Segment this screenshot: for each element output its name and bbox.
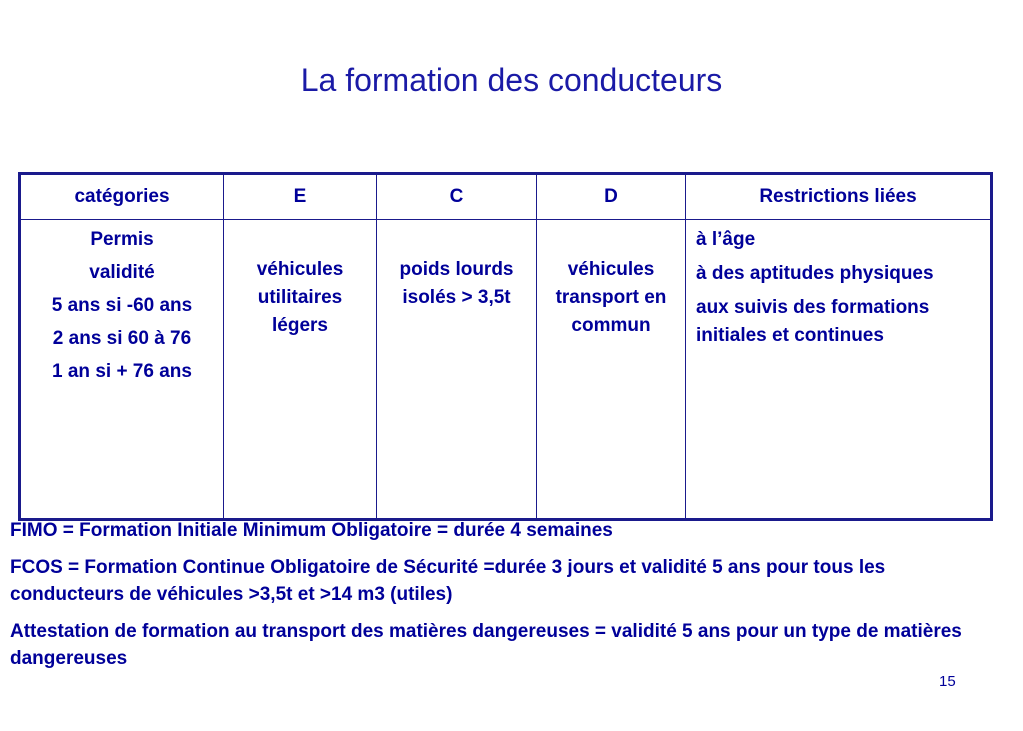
header-restrictions: Restrictions liées <box>686 174 992 220</box>
restriction-item: à l’âge <box>696 229 756 250</box>
table-row <box>20 220 992 520</box>
cell-c <box>377 220 537 520</box>
header-d: D <box>537 174 686 220</box>
note-adr: Attestation de formation au transport des matières dangereuses = validité 5 ans pour un type de matières dangereuses <box>10 621 962 669</box>
categories-line: 1 an si + 76 ans <box>52 361 192 382</box>
header-c: C <box>377 174 537 220</box>
header-categories: catégories <box>20 174 224 220</box>
cell-e-text: véhicules utilitaires légers <box>256 259 344 336</box>
slide-title: La formation des conducteurs <box>300 62 723 98</box>
cell-restrictions <box>686 220 992 520</box>
table-header-row <box>20 174 992 220</box>
cell-c-text: poids lourds isolés > 3,5t <box>399 259 514 308</box>
license-table <box>18 172 993 521</box>
categories-line: validité <box>89 262 155 283</box>
categories-line: 2 ans si 60 à 76 <box>52 328 192 349</box>
restriction-item: aux suivis des formations initiales et continues <box>696 297 930 346</box>
header-e: E <box>224 174 377 220</box>
notes <box>10 517 1000 682</box>
note-fcos: FCOS = Formation Continue Obligatoire de Sécurité =durée 3 jours et validité 5 ans pour tous les conducteurs de véhicules >3,5t et >14 m3 (utiles) <box>10 557 886 605</box>
restriction-item: à des aptitudes physiques <box>696 263 934 284</box>
cell-e <box>224 220 377 520</box>
page-number: 15 <box>939 673 956 690</box>
note-fimo: FIMO = Formation Initiale Minimum Obligatoire = durée 4 semaines <box>10 520 613 541</box>
cell-categories <box>20 220 224 520</box>
categories-line: Permis <box>90 229 154 250</box>
cell-d-text: véhicules transport en commun <box>555 259 667 336</box>
cell-d <box>537 220 686 520</box>
categories-line: 5 ans si -60 ans <box>51 295 193 316</box>
